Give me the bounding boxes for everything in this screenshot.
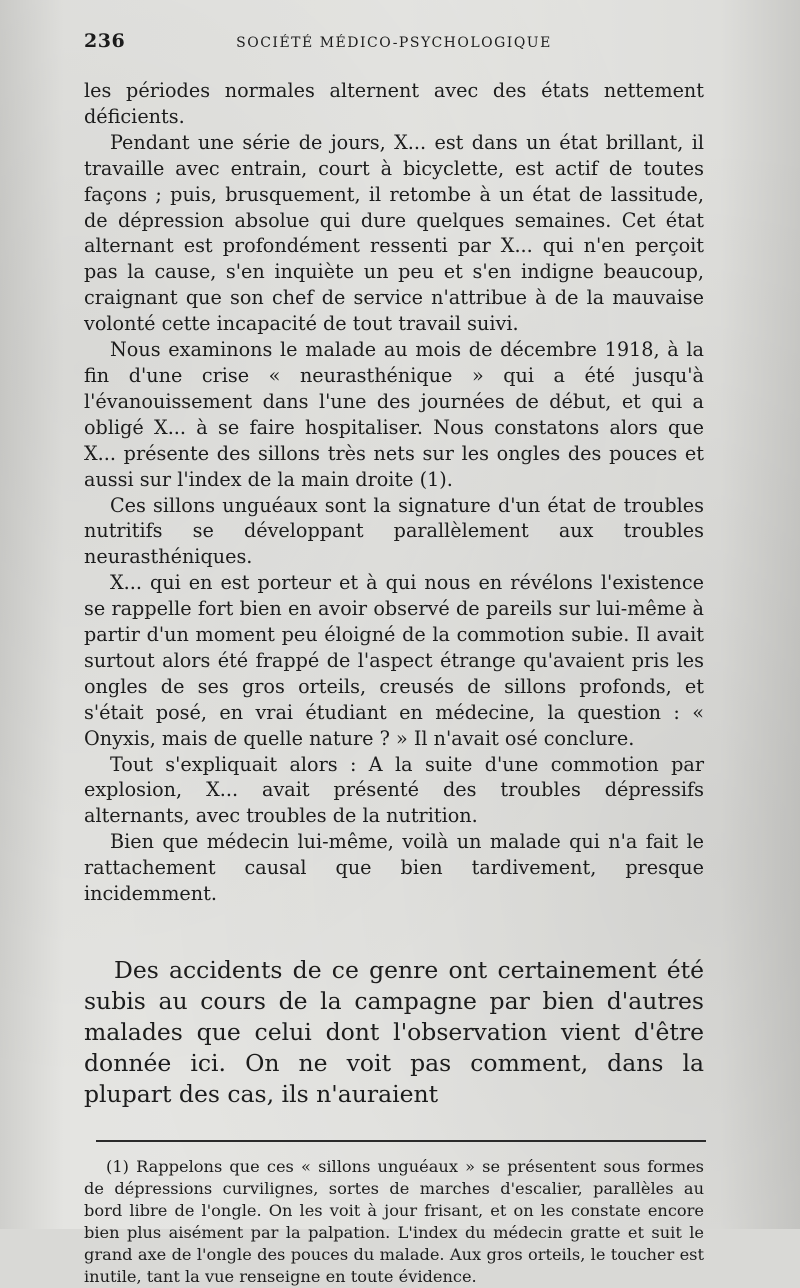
body-text: [84, 78, 704, 907]
section-gap: [84, 907, 704, 955]
paragraph: Pendant une série de jours, X... est dans un état brillant, il travaille avec entrain, court à bicyclette, est actif de toutes façons ; puis, brusquement, il retombe à un état de lassitude, de dépression absolue qui dure quelques semaines. Cet état alternant est profondément ressenti par X... qui n'en perçoit pas la cause, s'en inquiète un peu et s'en indigne beaucoup, craignant que son chef de service n'attribue à de la mauvaise volonté cette incapacité de tout travail suivi.: [84, 130, 704, 336]
large-type-section: [84, 955, 704, 1110]
paragraph: les périodes normales alternent avec des états nettement déficients.: [84, 79, 704, 128]
footnote-text: (1) Rappelons que ces « sillons unguéaux » se présentent sous formes de dépressions curvilignes, sortes de marches d'escalier, parallèles au bord libre de l'ongle. On les voit à jour frisant, et on les constate encore bien plus aisément par la palpation. L'index du médecin gratte et suit le grand axe de l'ongle des pouces du malade. Aux gros orteils, le toucher est inutile, tant la vue renseigne en toute évidence.: [84, 1157, 704, 1286]
footnote: [84, 1156, 704, 1288]
paragraph: Tout s'expliquait alors : A la suite d'une commotion par explosion, X... avait présenté des troubles dépressifs alternants, avec troubles de la nutrition.: [84, 752, 704, 828]
large-paragraph: Des accidents de ce genre ont certainement été subis au cours de la campagne par bien d'autres malades que celui dont l'observation vient d'être donnée ici. On ne voit pas comment, dans la plupart des cas, ils n'auraient: [84, 956, 704, 1108]
running-head: [84, 30, 704, 64]
paragraph: Nous examinons le malade au mois de décembre 1918, à la fin d'une crise « neurasthénique » qui a été jusqu'à l'évanouissement dans l'une des journées de début, et qui a obligé X... à se faire hospitaliser. Nous constatons alors que X... présente des sillons très nets sur les ongles des pouces et aussi sur l'index de la main droite (1).: [84, 338, 704, 491]
paragraph: X... qui en est porteur et à qui nous en révélons l'existence se rappelle fort bien en avoir observé de pareils sur lui-même à partir d'un moment peu éloigné de la commotion subie. Il avait surtout alors été frappé de l'aspect étrange qu'avaient pris les ongles de ses gros orteils, creusés de sillons profonds, et s'était posé, en vrai étudiant en médecine, la question : « Onyxis, mais de quelle nature ? » Il n'avait osé conclure.: [84, 571, 704, 750]
page-number: 236: [84, 30, 126, 52]
paragraph: Ces sillons unguéaux sont la signature d'un état de troubles nutritifs se développant parallèlement aux troubles neurasthéniques.: [84, 493, 704, 569]
paragraph: Bien que médecin lui-même, voilà un malade qui n'a fait le rattachement causal que bien tardivement, presque incidemment.: [84, 830, 704, 906]
footnote-rule: [96, 1140, 706, 1142]
running-title: SOCIÉTÉ MÉDICO-PSYCHOLOGIQUE: [236, 35, 552, 51]
